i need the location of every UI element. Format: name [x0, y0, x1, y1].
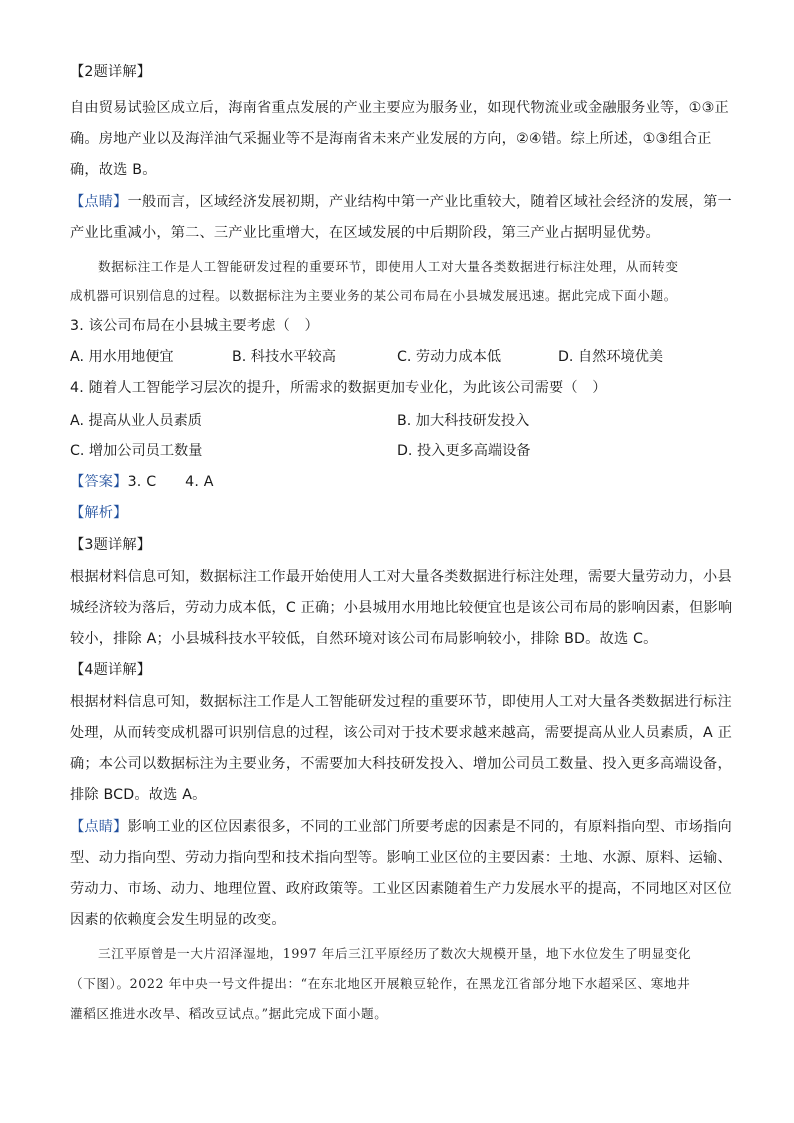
- tip-1-label: 【点睛】: [70, 194, 128, 210]
- tip-2-line-3: 劳动力、市场、动力、地理位置、政府政策等。工业区因素随着生产力发展水平的提高，不同地区对区位: [70, 881, 732, 897]
- q2-detail-line-3: 确，故选 B。: [70, 162, 157, 178]
- passage-2-line-3: 灌稻区推进水改旱、稻改豆试点。”据此完成下面小题。: [70, 1006, 388, 1021]
- tip-2-line-2: 型、动力指向型、劳动力指向型和技术指向型等。影响工业区位的主要因素：土地、水源、原料、运输、: [70, 850, 732, 866]
- tip-1-line-2: 产业比重减小，第二、三产业比重增大，在区域发展的中后期阶段，第三产业占据明显优势。: [70, 225, 660, 241]
- question-4-stem: 4. 随着人工智能学习层次的提升，所需求的数据更加专业化，为此该公司需要（ ）: [70, 380, 607, 396]
- q3-detail-line-3: 较小，排除 A；小县城科技水平较低，自然环境对该公司布局影响较小，排除 BD。故选 C。: [70, 631, 658, 647]
- passage-1-line-1: 数据标注工作是人工智能研发过程的重要环节，即使用人工对大量各类数据进行标注处理，从而转变: [98, 259, 679, 274]
- tip-1-line-1: [70, 192, 732, 212]
- question-3-option-d: D. 自然环境优美: [558, 349, 664, 365]
- q2-detail-line-1: 自由贸易试验区成立后，海南省重点发展的产业主要应为服务业，如现代物流业或金融服务业等，①③正: [70, 100, 729, 116]
- question-4-option-a: A. 提高从业人员素质: [70, 413, 202, 429]
- question-4-option-c: C. 增加公司员工数量: [70, 443, 203, 459]
- answer-label: 【答案】: [70, 474, 128, 490]
- question-3-option-c: C. 劳动力成本低: [397, 349, 502, 365]
- section-heading-q3-detail: 【3题详解】: [70, 537, 152, 553]
- question-3-option-b: B. 科技水平较高: [232, 349, 336, 365]
- passage-1-line-2: 成机器可识别信息的过程。以数据标注为主要业务的某公司布局在小县城发展迅速。据此完成下面小题。: [70, 288, 677, 303]
- passage-2-line-2: （下图）。2022 年中央一号文件提出：“在东北地区开展粮豆轮作，在黑龙江省部分地下水超采区、寒地井: [70, 976, 691, 991]
- tip-2-label: 【点睛】: [70, 819, 128, 835]
- tip-2-line-1: [70, 817, 732, 837]
- question-4-option-b: B. 加大科技研发投入: [397, 413, 530, 429]
- answer-text: 3. C 4. A: [127, 474, 214, 490]
- question-3-option-a: A. 用水用地便宜: [70, 349, 174, 365]
- tip-1-text-1: 一般而言，区域经济发展初期，产业结构中第一产业比重较大，随着区域社会经济的发展，第一: [127, 194, 732, 210]
- q4-detail-line-2: 处理，从而转变成机器可识别信息的过程，该公司对于技术要求越来越高，需要提高从业人员素质，A 正: [70, 725, 733, 741]
- q4-detail-line-3: 确；本公司以数据标注为主要业务，不需要加大科技研发投入、增加公司员工数量、投入更多高端设备，: [70, 756, 732, 772]
- tip-2-text-1: 影响工业的区位因素很多，不同的工业部门所要考虑的因素是不同的，有原料指向型、市场指向: [127, 819, 732, 835]
- passage-2-line-1: 三江平原曾是一大片沼泽湿地，1997 年后三江平原经历了数次大规模开垦，地下水位发生了明显变化: [98, 946, 692, 961]
- tip-2-line-4: 因素的依赖度会发生明显的改变。: [70, 912, 286, 928]
- section-heading-q4-detail: 【4题详解】: [70, 662, 152, 678]
- analysis-label: 【解析】: [70, 505, 128, 521]
- question-4-option-d: D. 投入更多高端设备: [397, 443, 531, 459]
- q3-detail-line-2: 城经济较为落后，劳动力成本低，C 正确；小县城用水用地比较便宜也是该公司布局的影响因素，但影响: [70, 600, 733, 616]
- q4-detail-line-1: 根据材料信息可知，数据标注工作是人工智能研发过程的重要环节，即使用人工对大量各类数据进行标注: [70, 694, 732, 710]
- q3-detail-line-1: 根据材料信息可知，数据标注工作最开始使用人工对大量各类数据进行标注处理，需要大量劳动力，小县: [70, 569, 732, 585]
- section-heading-q2-detail: 【2题详解】: [70, 64, 152, 80]
- q4-detail-line-4: 排除 BCD。故选 A。: [70, 787, 207, 803]
- answer-line: [70, 472, 214, 492]
- q2-detail-line-2: 确。房地产业以及海洋油气采掘业等不是海南省未来产业发展的方向，②④错。综上所述，①③组合正: [70, 131, 712, 147]
- question-3-stem: 3. 该公司布局在小县城主要考虑（ ）: [70, 318, 319, 334]
